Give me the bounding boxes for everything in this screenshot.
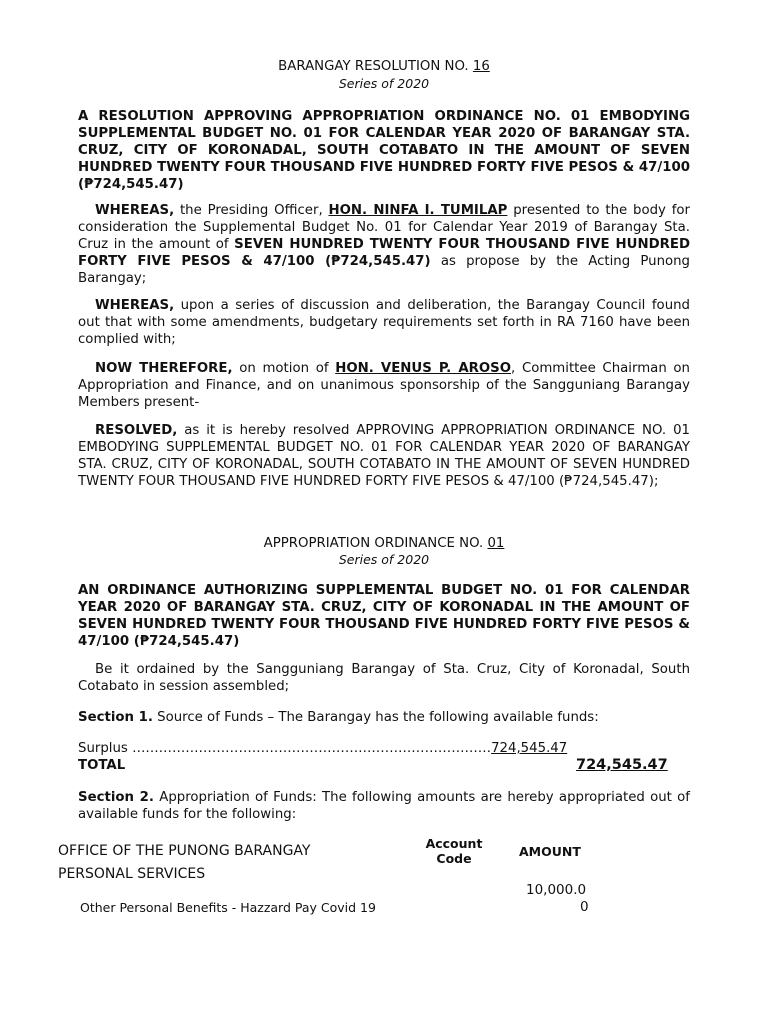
resolution-title [78,58,690,75]
account-code-header [416,836,492,866]
resolution-number: 16 [472,59,490,74]
now-therefore-text-1: on motion of [232,361,336,376]
section-2-label: Section 2. [78,790,154,805]
resolution-title-prefix: BARANGAY RESOLUTION NO. [278,59,473,74]
office-heading: OFFICE OF THE PUNONG BARANGAY [58,843,311,859]
surplus-label: Surplus [78,741,133,756]
resolution-whereas-1 [78,202,690,287]
ordinance-title [78,535,690,552]
ordained-clause: Be it ordained by the Sangguniang Barangay of Sta. Cruz, City of Koronadal, South Cotabato in session assembled; [78,662,690,694]
account-code-header-line-2: Code [436,851,472,866]
whereas-2-lead: WHEREAS, [95,298,175,313]
row-amount-line-2: 0 [580,899,589,915]
ordinance-title-prefix: APPROPRIATION ORDINANCE NO. [263,536,488,551]
resolution-heading: A RESOLUTION APPROVING APPROPRIATION ORDINANCE NO. 01 EMBODYING SUPPLEMENTAL BUDGET NO. 01 FOR CALENDAR YEAR 2020 OF BARANGAY STA. CRUZ, CITY OF KORONADAL, SOUTH COTABATO IN THE AMOUNT OF SEVEN HUNDRED TWENTY FOUR THOUSAND FIVE HUNDRED FORTY FIVE PESOS & 47/100 (₱724,545.47) [78,109,690,192]
now-therefore-text-2: , Committee Chairman on Appropriation and Finance, and on unanimous sponsorship of the Sangguniang Barangay Members present- [78,361,690,410]
presiding-officer-name: HON. NINFA I. TUMILAP [328,203,508,218]
section-1-text: Source of Funds – The Barangay has the following available funds: [152,710,599,725]
row-label-hazard-pay: Other Personal Benefits - Hazzard Pay Covid 19 [80,900,376,915]
resolution-resolved [78,422,690,490]
ordinance-series: Series of 2020 [338,552,430,567]
row-amount-line-1: 10,000.0 [526,882,587,898]
resolved-lead: RESOLVED, [95,423,178,438]
total-label: TOTAL [78,758,126,773]
total-line [78,757,690,774]
resolution-now-therefore [78,360,690,411]
resolution-series: Series of 2020 [338,76,430,91]
total-value: 724,545.47 [576,757,668,773]
whereas-text-2: presented to the body for consideration the Supplemental Budget No. 01 for Calendar Year 2019 of Barangay Sta. Cruz in the amount of [78,203,690,252]
resolved-text: as it is hereby resolved APPROVING APPROPRIATION ORDINANCE NO. 01 EMBODYING SUPPLEMENTAL BUDGET NO. 01 FOR CALENDAR YEAR 2020 OF BARANGAY STA. CRUZ, CITY OF KORONADAL, SOUTH COTABATO IN THE AMOUNT OF SEVEN HUNDRED TWENTY FOUR THOUSAND FIVE HUNDRED FORTY FIVE PESOS & 47/100 (₱724,545.47); [78,423,690,489]
section-2-text: Appropriation of Funds: The following amounts are hereby appropriated out of available funds for the following: [78,790,690,822]
whereas-2-text: upon a series of discussion and deliberation, the Barangay Council found out that with some amendments, budgetary requirements set forth in RA 7160 have been complied with; [78,298,690,347]
whereas-text-3: as propose by the Acting Punong Barangay; [78,254,690,286]
ordinance-heading: AN ORDINANCE AUTHORIZING SUPPLEMENTAL BUDGET NO. 01 FOR CALENDAR YEAR 2020 OF BARANGAY STA. CRUZ, CITY OF KORONADAL IN THE AMOUNT OF SEVEN HUNDRED TWENTY FOUR THOUSAND FIVE HUNDRED FORTY FIVE PESOS & 47/100 (₱724,545.47) [78,583,690,649]
account-code-header-line-1: Account [425,836,483,851]
section-1 [78,709,690,726]
committee-chairman-name: HON. VENUS P. AROSO [335,361,512,376]
amount-header: AMOUNT [519,844,581,859]
ordinance-number: 01 [487,536,505,551]
surplus-line [78,740,690,757]
appropriation-table [58,836,690,916]
personal-services-heading: PERSONAL SERVICES [58,866,206,882]
surplus-value: 724,545.47 [491,741,568,756]
section-1-label: Section 1. [78,710,153,725]
whereas-lead: WHEREAS, [95,203,175,218]
section-2 [78,789,690,823]
whereas-text-1: the Presiding Officer, [174,203,329,218]
surplus-leader-dots: ……………………………………………………………………… [132,741,492,756]
whereas-amount: SEVEN HUNDRED TWENTY FOUR THOUSAND FIVE HUNDRED FORTY FIVE PESOS & 47/100 (₱724,545.47) [78,237,690,269]
now-therefore-lead: NOW THEREFORE, [95,361,233,376]
resolution-whereas-2 [78,297,690,348]
